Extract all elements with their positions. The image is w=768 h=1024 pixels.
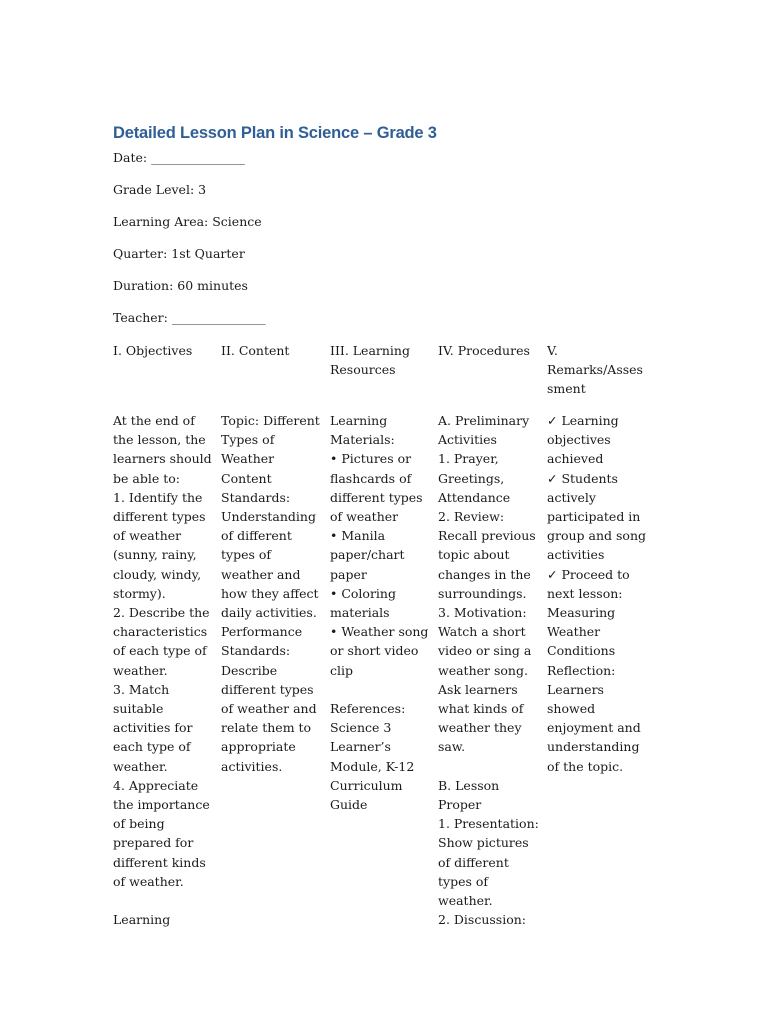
body-line: each type of [113,739,191,755]
body-line: activities for [113,720,193,736]
body-line: References: [330,701,406,717]
body-line: Learner’s [330,739,391,755]
body-line: relate them to [221,720,312,736]
body-line: 1. Identify the [113,489,203,505]
body-line: Watch a short [438,624,526,640]
body-line: flashcards of [330,470,412,486]
body-line: weather. [113,758,168,774]
body-line: ✓ Learning [547,413,619,428]
body-line: actively [547,489,596,505]
body-line: or short video [330,643,419,659]
body-line: Materials: [330,432,395,448]
body-line: types of [438,873,489,889]
body-line: Reflection: [547,662,616,678]
body-line [438,757,538,776]
body-line: At the end of [113,413,195,428]
header-line: III. Learning [330,343,410,358]
body-line: Learners [547,681,604,697]
body-line: Proper [438,797,482,813]
body-line: Greetings, [438,470,505,486]
body-line: 1. Prayer, [438,451,499,467]
body-line: Activities [438,432,497,448]
body-line: surroundings. [438,585,527,601]
body-line: different types [113,509,206,525]
body-line: 2. Review: [438,509,505,525]
body-line: 3. Motivation: [438,605,527,621]
body-line: of weather and [221,701,317,717]
body-line [113,891,213,910]
body-line: different types [221,681,314,697]
body-line: weather. [113,662,168,678]
grade-level-field: Grade Level: 3 [113,182,207,197]
body-line: Describe [221,662,278,678]
body-line: cloudy, windy, [113,566,202,582]
body-line: video or sing a [438,643,532,659]
body-line: Topic: Different [221,413,320,428]
body-line: stormy). [113,585,166,601]
body-line: activities. [221,758,283,774]
body-line: Conditions [547,643,616,659]
body-line: Module, K-12 [330,758,415,774]
body-line: ✓ Students [547,470,618,486]
body-line: learners should [113,451,212,467]
body-line: Content [221,470,272,486]
header-line: V. [547,343,558,358]
column-body-objectives [113,411,213,929]
body-line: Types of [221,432,275,448]
column-body-procedures [438,411,538,929]
body-line: Recall previous [438,528,536,544]
body-line: Weather [221,451,275,467]
body-line: 4. Appreciate [113,777,199,793]
body-line: clip [330,662,353,678]
body-line: saw. [438,739,466,755]
body-line: enjoyment and [547,720,641,736]
body-line: appropriate [221,739,296,755]
body-line: 2. Describe the [113,605,210,621]
body-line: prepared for [113,835,194,851]
body-line: achieved [547,451,604,467]
body-line: the lesson, the [113,432,206,448]
duration-field: Duration: 60 minutes [113,278,248,293]
body-line: different kinds [113,854,206,870]
body-line: • Weather song [330,624,429,640]
body-line: the importance [113,797,210,813]
body-line: Curriculum [330,777,403,793]
column-body-content [221,411,321,776]
column-body-learning-resources [330,411,430,814]
body-line: of weather [113,528,182,544]
body-line: Understanding [221,509,316,525]
body-line: daily activities. [221,605,317,621]
body-line: weather and [221,566,301,582]
body-line: of different [438,854,509,870]
header-line: I. Objectives [113,343,193,358]
body-line: be able to: [113,470,180,486]
body-line: Standards: [221,489,291,505]
body-line: Ask learners [438,681,518,697]
body-line: • Manila [330,528,386,544]
body-line: topic about [438,547,510,563]
column-header-procedures [438,341,538,360]
body-line: group and song [547,528,646,544]
body-line: Attendance [438,489,511,505]
column-body-remarks-assessment [547,411,647,776]
body-line: characteristics [113,624,208,640]
body-line: 3. Match [113,681,170,697]
body-line: A. Preliminary [438,413,530,428]
body-line: • Pictures or [330,451,412,467]
body-line: Science 3 [330,720,392,736]
body-line: Learning [113,912,171,928]
column-header-content [221,341,321,360]
body-line: weather. [438,893,493,909]
header-line: sment [547,381,586,397]
body-line: of each type of [113,643,207,659]
header-line: Remarks/Asses [547,362,643,378]
header-line: IV. Procedures [438,343,530,358]
body-line: 1. Presentation: [438,816,539,832]
body-line: of weather. [113,873,184,889]
body-line: different types [330,489,423,505]
document-title: Detailed Lesson Plan in Science – Grade 3 [113,124,437,142]
column-header-objectives [113,341,213,360]
teacher-field: Teacher: _______________ [113,310,266,325]
column-header-learning-resources [330,341,430,379]
body-line: objectives [547,432,611,448]
body-line: of weather [330,509,399,525]
body-line: • Coloring [330,585,396,601]
body-line: next lesson: [547,585,623,601]
body-line: paper [330,566,367,582]
body-line: of being [113,816,165,832]
body-line: Guide [330,797,368,813]
learning-area-field: Learning Area: Science [113,214,262,229]
quarter-field: Quarter: 1st Quarter [113,246,245,261]
column-header-remarks-assessment [547,341,647,399]
body-line: Measuring [547,605,616,621]
date-field: Date: _______________ [113,150,245,165]
body-line: changes in the [438,566,531,582]
header-line: II. Content [221,343,290,358]
header-line: Resources [330,362,396,378]
body-line: Show pictures [438,835,529,851]
body-line: (sunny, rainy, [113,547,197,563]
body-line: weather song. [438,662,528,678]
body-line: materials [330,605,390,621]
body-line: Weather [547,624,601,640]
body-line: 2. Discussion: [438,912,527,928]
body-line: how they affect [221,585,319,601]
body-line [330,680,430,699]
body-line: participated in [547,509,641,525]
body-line: activities [547,547,605,563]
body-line: B. Lesson [438,777,500,793]
body-line: ✓ Proceed to [547,566,630,582]
body-line: paper/chart [330,547,405,563]
body-line: of different [221,528,292,544]
body-line: weather they [438,720,522,736]
body-line: understanding [547,739,640,755]
body-line: showed [547,701,596,717]
body-line: Learning [330,413,388,428]
body-line: Performance [221,624,303,640]
body-line: of the topic. [547,758,624,774]
body-line: suitable [113,701,164,717]
body-line: types of [221,547,272,563]
body-line: Standards: [221,643,291,659]
body-line: what kinds of [438,701,524,717]
